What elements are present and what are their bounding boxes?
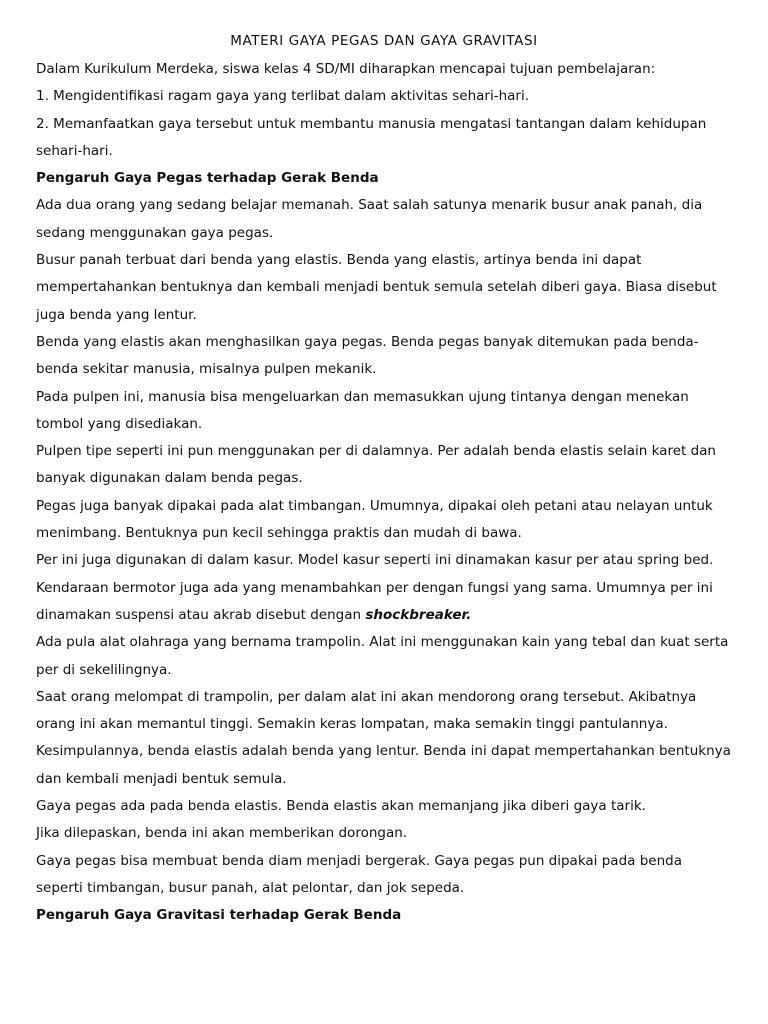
paragraph: Pulpen tipe seperti ini pun menggunakan per di dalamnya. Per adalah benda elastis selain karet dan banyak digunakan dalam benda pegas. — [36, 443, 716, 487]
paragraph: Busur panah terbuat dari benda yang elastis. Benda yang elastis, artinya benda ini dapat mempertahankan bentuknya dan kembali menjadi bentuk semula setelah diberi gaya. Biasa disebut juga benda yang lentur. — [36, 252, 717, 323]
emphasis-term: shockbreaker — [365, 606, 467, 623]
paragraph: Per ini juga digunakan di dalam kasur. Model kasur seperti ini dinamakan kasur per atau spring bed. — [36, 552, 714, 569]
document-title: MATERI GAYA PEGAS DAN GAYA GRAVITASI — [230, 33, 538, 49]
intro-paragraph: Dalam Kurikulum Merdeka, siswa kelas 4 SD/MI diharapkan mencapai tujuan pembelajaran: — [36, 61, 656, 77]
paragraph: Jika dilepaskan, benda ini akan memberikan dorongan. — [36, 825, 408, 842]
paragraph: Saat orang melompat di trampolin, per dalam alat ini akan mendorong orang tersebut. Akibatnya orang ini akan memantul tinggi. Semakin keras lompatan, maka semakin tinggi pantulannya. — [36, 688, 697, 733]
paragraph: Kesimpulannya, benda elastis adalah benda yang lentur. Benda ini dapat mempertahankan bentuknya dan kembali menjadi bentuk semula. — [36, 743, 731, 787]
paragraph: Pada pulpen ini, manusia bisa mengeluarkan dan memasukkan ujung tintanya dengan menekan tombol yang disediakan. — [36, 388, 689, 432]
shockbreaker-paragraph — [36, 575, 732, 630]
paragraph: Ada pula alat olahraga yang bernama trampolin. Alat ini menggunakan kain yang tebal dan kuat serta per di sekelilingnya. — [36, 634, 729, 678]
paragraph-text: Kendaraan bermotor juga ada yang menambahkan per dengan fungsi yang sama. Umumnya per ini dinamakan suspensi atau akrab disebut dengan — [36, 579, 713, 623]
paragraph: Pegas juga banyak dipakai pada alat timbangan. Umumnya, dipakai oleh petani atau nelayan untuk menimbang. Bentuknya pun kecil sehingga praktis dan mudah di bawa. — [36, 497, 713, 542]
paragraph: Ada dua orang yang sedang belajar memanah. Saat salah satunya menarik busur anak panah, dia sedang menggunakan gaya pegas. — [36, 197, 703, 241]
paragraph: Gaya pegas ada pada benda elastis. Benda elastis akan memanjang jika diberi gaya tarik. — [36, 798, 646, 815]
paragraph-text: . — [466, 606, 472, 623]
paragraph: Benda yang elastis akan menghasilkan gaya pegas. Benda pegas banyak ditemukan pada benda-benda sekitar manusia, misalnya pulpen mekanik. — [36, 333, 699, 378]
section-heading-pegas: Pengaruh Gaya Pegas terhadap Gerak Benda — [36, 170, 379, 187]
goal-item: 2. Memanfaatkan gaya tersebut untuk membantu manusia mengatasi tantangan dalam kehidupan sehari-hari. — [36, 115, 707, 159]
paragraph: Gaya pegas bisa membuat benda diam menjadi bergerak. Gaya pegas pun dipakai pada benda seperti timbangan, busur panah, alat pelontar, dan jok sepeda. — [36, 852, 682, 896]
goal-item: 1. Mengidentifikasi ragam gaya yang terlibat dalam aktivitas sehari-hari. — [36, 88, 530, 105]
section-heading-gravitasi: Pengaruh Gaya Gravitasi terhadap Gerak Benda — [36, 907, 402, 924]
